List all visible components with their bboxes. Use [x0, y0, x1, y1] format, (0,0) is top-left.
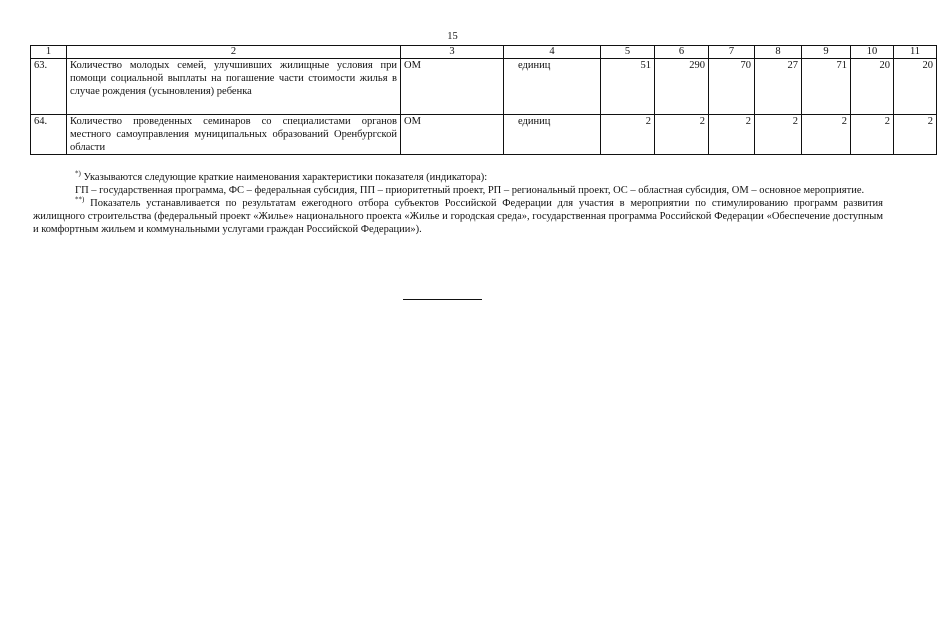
column-header: 8	[755, 46, 802, 59]
table-row	[31, 59, 937, 115]
value-cell: 2	[709, 115, 755, 155]
value-cell: 2	[755, 115, 802, 155]
column-header: 4	[504, 46, 601, 59]
end-separator-line	[403, 299, 482, 300]
footnote-2	[33, 197, 883, 236]
value-cell: 71	[802, 59, 851, 115]
footnote-2-mark: **)	[75, 195, 85, 204]
page-number: 15	[447, 31, 458, 42]
indicator-name: Количество проведенных семинаров со специалистами органов местного самоуправления муниципальных образований Оренбургской области	[67, 115, 401, 155]
footnote-1-text: ГП – государственная программа, ФС – федеральная субсидия, ПП – приоритетный проект, РП – региональный проект, ОС – областная субсидия, ОМ – основное мероприятие.	[75, 185, 865, 196]
footnote-2-text: Показатель устанавливается по результатам ежегодного отбора субъектов Российской Федерации для участия в мероприятии по стимулированию программ развития жилищного строительства (федеральный проект «Жилье» национального проекта «Жилье и городская среда», государственная программа Российской Федерации «Обеспечение доступным и комфортным жильем и коммунальными услугами граждан Российской Федерации»).	[33, 198, 884, 235]
row-number: 64.	[31, 115, 67, 155]
column-header: 5	[601, 46, 655, 59]
indicator-characteristic: ОМ	[401, 115, 504, 155]
value-cell: 70	[709, 59, 755, 115]
column-header: 6	[655, 46, 709, 59]
value-cell: 27	[755, 59, 802, 115]
footnote-1-title	[33, 171, 883, 184]
value-cell: 290	[655, 59, 709, 115]
unit-of-measure: единиц	[504, 59, 601, 115]
unit-of-measure: единиц	[504, 115, 601, 155]
column-header: 3	[401, 46, 504, 59]
value-cell: 20	[851, 59, 894, 115]
footnote-1-mark: *)	[75, 169, 81, 178]
value-cell: 2	[655, 115, 709, 155]
column-header: 1	[31, 46, 67, 59]
value-cell: 51	[601, 59, 655, 115]
column-header: 9	[802, 46, 851, 59]
footnotes	[33, 171, 883, 236]
column-header: 10	[851, 46, 894, 59]
value-cell: 20	[894, 59, 937, 115]
column-header: 2	[67, 46, 401, 59]
table-row	[31, 115, 937, 155]
value-cell: 2	[851, 115, 894, 155]
table-header-row	[31, 46, 937, 59]
indicator-name: Количество молодых семей, улучшивших жилищные условия при помощи социальной выплаты на погашение части стоимости жилья в случае рождения (усыновления) ребенка	[67, 59, 401, 115]
column-header: 7	[709, 46, 755, 59]
indicators-table	[30, 45, 937, 155]
indicator-characteristic: ОМ	[401, 59, 504, 115]
column-header: 11	[894, 46, 937, 59]
value-cell: 2	[894, 115, 937, 155]
value-cell: 2	[601, 115, 655, 155]
footnote-1-title-text: Указываются следующие краткие наименования характеристики показателя (индикатора):	[83, 172, 488, 183]
value-cell: 2	[802, 115, 851, 155]
row-number: 63.	[31, 59, 67, 115]
